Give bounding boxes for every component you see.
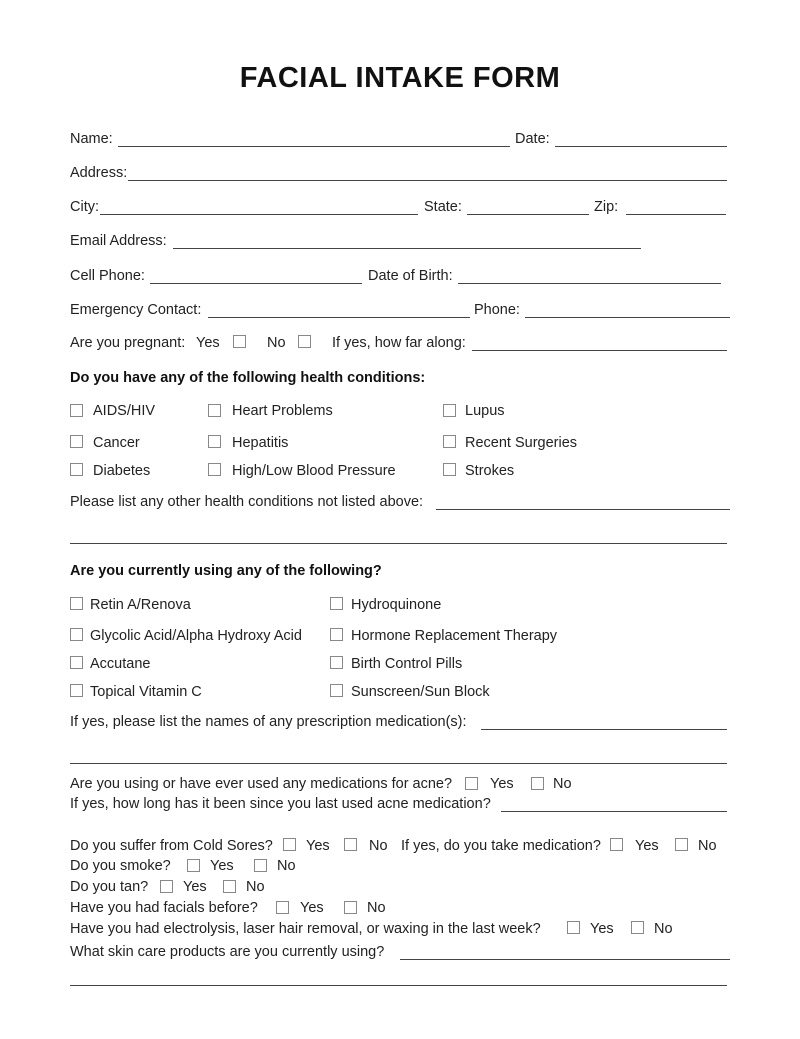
electrolysis-label: Have you had electrolysis, laser hair removal, or waxing in the last week? (70, 921, 541, 937)
how-far-label: If yes, how far along: (332, 335, 466, 351)
cell-phone-label: Cell Phone: (70, 268, 145, 284)
emergency-contact-field[interactable] (208, 317, 470, 318)
condition-checkbox[interactable] (208, 463, 221, 476)
condition-label: Diabetes (93, 463, 151, 479)
electrolysis-no-checkbox[interactable] (631, 921, 644, 934)
smoke-yes-label: Yes (210, 858, 234, 874)
cold-sores-yes-label: Yes (306, 838, 330, 854)
condition-checkbox[interactable] (443, 404, 456, 417)
smoke-yes-checkbox[interactable] (187, 859, 200, 872)
condition-checkbox[interactable] (70, 463, 83, 476)
phone-label: Phone: (474, 302, 520, 318)
dob-field[interactable] (458, 283, 721, 284)
pregnant-no-checkbox[interactable] (298, 335, 311, 348)
acne-label: Are you using or have ever used any medications for acne? (70, 776, 453, 792)
cold-sores-no-checkbox[interactable] (344, 838, 357, 851)
condition-checkbox[interactable] (208, 435, 221, 448)
cell-phone-field[interactable] (150, 283, 362, 284)
zip-label: Zip: (594, 199, 619, 215)
product-checkbox[interactable] (330, 684, 343, 697)
condition-label: AIDS/HIV (93, 403, 156, 419)
condition-checkbox[interactable] (208, 404, 221, 417)
condition-checkbox[interactable] (70, 404, 83, 417)
prescription-field[interactable] (481, 729, 727, 730)
condition-checkbox[interactable] (70, 435, 83, 448)
cold-sores-med-yes-checkbox[interactable] (610, 838, 623, 851)
product-checkbox[interactable] (70, 597, 83, 610)
using-heading: Are you currently using any of the following? (70, 563, 382, 579)
facials-no-label: No (367, 900, 386, 916)
smoke-no-checkbox[interactable] (254, 859, 267, 872)
condition-label: Strokes (465, 463, 515, 479)
how-far-field[interactable] (472, 350, 727, 351)
address-label: Address: (70, 165, 128, 181)
cold-sores-yes-checkbox[interactable] (283, 838, 296, 851)
product-label: Hydroquinone (351, 597, 442, 613)
other-conditions-field-line2[interactable] (70, 543, 727, 544)
condition-label: High/Low Blood Pressure (232, 463, 396, 479)
skin-care-label: What skin care products are you currently using? (70, 944, 385, 960)
other-conditions-field[interactable] (436, 509, 730, 510)
skin-care-field[interactable] (400, 959, 730, 960)
date-field[interactable] (555, 146, 727, 147)
electrolysis-yes-label: Yes (590, 921, 614, 937)
form-title: FACIAL INTAKE FORM (239, 62, 561, 94)
state-label: State: (424, 199, 462, 215)
acne-yes-checkbox[interactable] (465, 777, 478, 790)
product-checkbox[interactable] (330, 656, 343, 669)
condition-label: Recent Surgeries (465, 435, 578, 451)
product-checkbox[interactable] (70, 684, 83, 697)
cold-sores-label: Do you suffer from Cold Sores? (70, 838, 273, 854)
acne-since-label: If yes, how long has it been since you last used acne medication? (70, 796, 491, 812)
emergency-contact-label: Emergency Contact: (70, 302, 202, 318)
product-label: Hormone Replacement Therapy (351, 628, 558, 644)
email-field[interactable] (173, 248, 641, 249)
condition-checkbox[interactable] (443, 463, 456, 476)
pregnant-no-label: No (267, 335, 286, 351)
tan-yes-label: Yes (183, 879, 207, 895)
condition-label: Cancer (93, 435, 140, 451)
facials-yes-checkbox[interactable] (276, 901, 289, 914)
electrolysis-yes-checkbox[interactable] (567, 921, 580, 934)
condition-label: Heart Problems (232, 403, 333, 419)
product-checkbox[interactable] (330, 628, 343, 641)
dob-label: Date of Birth: (368, 268, 453, 284)
product-label: Glycolic Acid/Alpha Hydroxy Acid (90, 628, 302, 644)
product-checkbox[interactable] (70, 656, 83, 669)
prescription-field-line2[interactable] (70, 763, 727, 764)
name-label: Name: (70, 131, 113, 147)
tan-yes-checkbox[interactable] (160, 880, 173, 893)
product-label: Sunscreen/Sun Block (351, 684, 490, 700)
product-checkbox[interactable] (330, 597, 343, 610)
smoke-label: Do you smoke? (70, 858, 171, 874)
cold-sores-med-label: If yes, do you take medication? (401, 838, 601, 854)
condition-checkbox[interactable] (443, 435, 456, 448)
prescription-label: If yes, please list the names of any prescription medication(s): (70, 714, 467, 730)
date-label: Date: (515, 131, 550, 147)
health-heading: Do you have any of the following health conditions: (70, 370, 426, 386)
product-checkbox[interactable] (70, 628, 83, 641)
cold-sores-no-label: No (369, 838, 388, 854)
cold-sores-med-yes-label: Yes (635, 838, 659, 854)
facials-no-checkbox[interactable] (344, 901, 357, 914)
facials-yes-label: Yes (300, 900, 324, 916)
cold-sores-med-no-label: No (698, 838, 717, 854)
tan-no-checkbox[interactable] (223, 880, 236, 893)
city-label: City: (70, 199, 99, 215)
product-label: Birth Control Pills (351, 656, 463, 672)
pregnant-yes-checkbox[interactable] (233, 335, 246, 348)
cold-sores-med-no-checkbox[interactable] (675, 838, 688, 851)
email-label: Email Address: (70, 233, 167, 249)
phone-field[interactable] (525, 317, 730, 318)
city-field[interactable] (100, 214, 418, 215)
product-label: Accutane (90, 656, 151, 672)
pregnant-label: Are you pregnant: (70, 335, 186, 351)
zip-field[interactable] (626, 214, 726, 215)
smoke-no-label: No (277, 858, 296, 874)
pregnant-yes-label: Yes (196, 335, 220, 351)
condition-label: Hepatitis (232, 435, 289, 451)
product-label: Topical Vitamin C (90, 684, 202, 700)
tan-label: Do you tan? (70, 879, 149, 895)
acne-yes-label: Yes (490, 776, 514, 792)
condition-label: Lupus (465, 403, 505, 419)
name-field[interactable] (118, 146, 510, 147)
skin-care-field-line2[interactable] (70, 985, 727, 986)
electrolysis-no-label: No (654, 921, 673, 937)
product-label: Retin A/Renova (90, 597, 191, 613)
acne-no-checkbox[interactable] (531, 777, 544, 790)
address-field[interactable] (128, 180, 727, 181)
acne-no-label: No (553, 776, 572, 792)
facials-label: Have you had facials before? (70, 900, 258, 916)
other-conditions-label: Please list any other health conditions not listed above: (70, 494, 424, 510)
state-field[interactable] (467, 214, 589, 215)
tan-no-label: No (246, 879, 265, 895)
acne-since-field[interactable] (501, 811, 727, 812)
